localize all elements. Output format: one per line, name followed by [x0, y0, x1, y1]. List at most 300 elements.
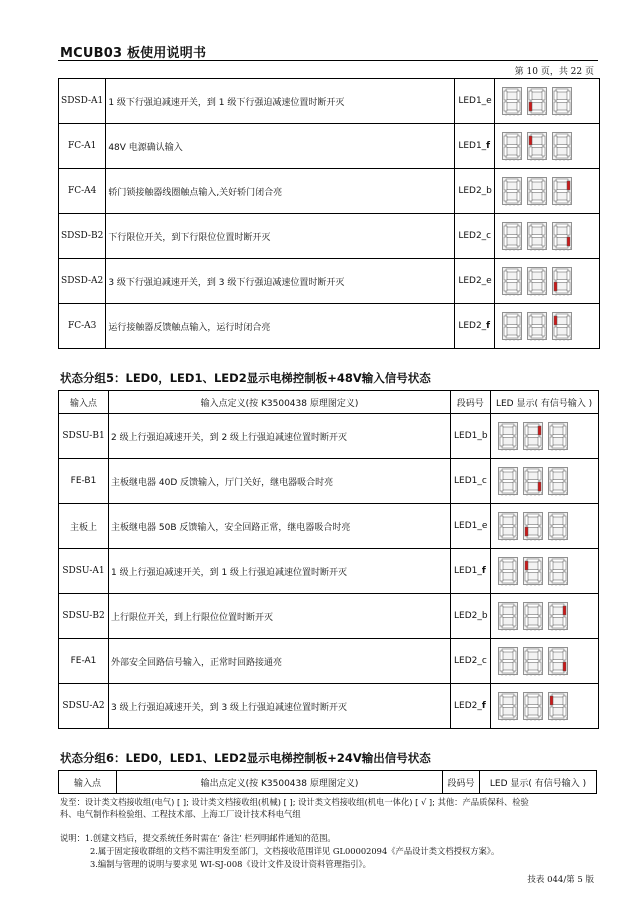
segment-c-off: [538, 437, 541, 446]
segment-g-off: [556, 100, 568, 103]
seven-segment-led2-icon: [547, 556, 569, 586]
segment-c-on: [538, 482, 541, 491]
input-point: SDSU-B2: [59, 594, 109, 639]
segment-g-off: [552, 570, 564, 573]
table-row: [59, 259, 600, 304]
segment-f-off: [529, 226, 532, 235]
segment-code-prefix: LED1_: [458, 96, 487, 106]
led-display: [490, 459, 598, 504]
seven-segment-led1-icon: [522, 511, 544, 541]
segment-c-off: [517, 147, 520, 156]
segment-e-off: [529, 147, 532, 156]
segment-b-off: [538, 561, 541, 570]
segment-c-off: [542, 327, 545, 336]
seven-segment-led0-icon: [497, 421, 519, 451]
segment-a-off: [552, 604, 564, 607]
segment-c-off: [517, 192, 520, 201]
segment-code-prefix: LED1_: [454, 431, 482, 441]
segment-code-prefix: LED2_: [458, 321, 487, 331]
segment-b-off: [517, 181, 520, 190]
segment-c-off: [563, 707, 566, 716]
segment-b-on: [538, 426, 541, 435]
segment-d-off: [556, 110, 568, 113]
segment-c-off: [563, 437, 566, 446]
segment-d-off: [552, 670, 564, 673]
table-row: [59, 549, 599, 594]
segment-f-off: [525, 651, 528, 660]
segment-f-off: [500, 471, 503, 480]
segment-f-off: [525, 606, 528, 615]
input-definition: 3 级上行强迫减速开关，到 3 级上行强迫减速位置时断开灭: [109, 684, 451, 729]
input-point: FC-A4: [59, 169, 106, 214]
segment-g-off: [556, 280, 568, 283]
segment-d-off: [502, 580, 514, 583]
segment-b-off: [538, 516, 541, 525]
segment-f-on: [550, 696, 553, 705]
segment-a-off: [552, 694, 564, 697]
segment-f-off: [554, 226, 557, 235]
input-definition: 2 级上行强迫减速开关，到 2 级上行强迫减速位置时断开灭: [109, 414, 451, 459]
segment-d-off: [502, 490, 514, 493]
input-point: SDSD-B2: [59, 214, 106, 259]
segment-a-off: [556, 269, 568, 272]
segment-c-off: [567, 147, 570, 156]
segment-c-off: [517, 237, 520, 246]
segment-c-off: [513, 662, 516, 671]
segment-b-off: [567, 136, 570, 145]
segment-g-off: [556, 145, 568, 148]
segment-a-off: [531, 314, 543, 317]
segment-g-off: [531, 190, 543, 193]
header-code: 段码号: [443, 771, 480, 794]
segment-b-off: [563, 426, 566, 435]
section5-title: 状态分组5：LED0，LED1、LED2显示电梯控制板+48V输入信号状态: [60, 371, 431, 385]
segment-e-off: [500, 572, 503, 581]
segment-a-off: [531, 224, 543, 227]
segment-code: [451, 459, 491, 504]
led-display: [490, 549, 598, 594]
table-row: [59, 459, 599, 504]
segment-e-off: [500, 482, 503, 491]
distribution-line-2: 科、电气制作科检验组、工程技术部、上海工厂设计技术科电气组: [60, 809, 301, 819]
segment-e-off: [550, 707, 553, 716]
segment-code-letter: f: [486, 141, 491, 151]
segment-a-off: [527, 469, 539, 472]
segment-code-letter: f: [481, 701, 486, 711]
input-definition: 外部安全回路信号输入，正常时回路接通亮: [109, 639, 451, 684]
segment-a-off: [531, 269, 543, 272]
segment-a-off: [527, 424, 539, 427]
segment-a-off: [552, 514, 564, 517]
segment-g-off: [502, 660, 514, 663]
segment-a-off: [552, 424, 564, 427]
segment-d-off: [556, 245, 568, 248]
segment-e-off: [504, 282, 507, 291]
segment-d-off: [556, 335, 568, 338]
segment-f-off: [525, 516, 528, 525]
seven-segment-led0-icon: [497, 601, 519, 631]
segment-c-off: [538, 527, 541, 536]
led-display: [490, 594, 598, 639]
segment-f-off: [550, 426, 553, 435]
segment-g-off: [552, 705, 564, 708]
segment-code-prefix: LED1_: [454, 521, 482, 531]
segment-d-off: [531, 290, 543, 293]
segment-d-off: [527, 535, 539, 538]
segment-f-off: [550, 651, 553, 660]
segment-f-off: [500, 696, 503, 705]
segment-b-off: [538, 606, 541, 615]
input-definition: 主板继电器 50B 反馈输入，安全回路正常，继电器吸合时亮: [109, 504, 451, 549]
segment-f-off: [554, 181, 557, 190]
header-rule: [58, 60, 598, 61]
segment-a-off: [556, 179, 568, 182]
segment-code-letter: e: [486, 276, 492, 286]
segment-code: [455, 214, 495, 259]
segment-e-off: [550, 527, 553, 536]
segment-code: [451, 684, 491, 729]
segment-c-off: [542, 192, 545, 201]
segment-f-off: [500, 651, 503, 660]
segment-b-off: [513, 426, 516, 435]
segment-d-off: [506, 200, 518, 203]
segment-e-off: [525, 662, 528, 671]
segment-g-off: [527, 615, 539, 618]
segment-e-off: [529, 192, 532, 201]
segment-a-off: [527, 559, 539, 562]
input-point: FE-B1: [59, 459, 109, 504]
seven-segment-led2-icon: [547, 646, 569, 676]
seven-segment-led1-icon: [522, 556, 544, 586]
segment-f-off: [504, 136, 507, 145]
segment-code: [451, 549, 491, 594]
table-row: [59, 214, 600, 259]
segment-b-off: [567, 271, 570, 280]
segment-g-off: [502, 525, 514, 528]
form-number: 技表 044/第 5 版: [527, 875, 594, 885]
segment-code-letter: c: [486, 231, 492, 241]
segment-a-off: [556, 314, 568, 317]
segment-c-off: [517, 282, 520, 291]
segment-e-off: [504, 237, 507, 246]
segment-e-off: [554, 327, 557, 336]
segment-g-off: [502, 435, 514, 438]
notes: [60, 832, 499, 871]
segment-f-off: [500, 426, 503, 435]
segment-c-off: [567, 192, 570, 201]
segment-c-off: [542, 282, 545, 291]
seven-segment-led0-icon: [497, 511, 519, 541]
segment-d-off: [506, 110, 518, 113]
segment-b-off: [567, 316, 570, 325]
segment-code-prefix: LED2_: [454, 701, 482, 711]
segment-code-prefix: LED2_: [454, 656, 482, 666]
segment-code: [455, 169, 495, 214]
segment-a-off: [502, 649, 514, 652]
segment-e-off: [550, 617, 553, 626]
segment-b-off: [513, 606, 516, 615]
input-definition: 上行限位开关，到上行限位位置时断开灭: [109, 594, 451, 639]
segment-f-off: [554, 271, 557, 280]
segment-b-off: [542, 271, 545, 280]
segment-b-off: [538, 696, 541, 705]
segment-d-off: [552, 490, 564, 493]
header-desc: 输出点定义(按 K3500438 原理图定义): [117, 771, 443, 794]
segment-d-off: [531, 200, 543, 203]
segment-c-off: [542, 237, 545, 246]
segment-c-off: [567, 327, 570, 336]
segment-code: [451, 414, 491, 459]
segment-g-off: [527, 705, 539, 708]
seven-segment-led0-icon: [497, 646, 519, 676]
segment-e-off: [550, 437, 553, 446]
segment-b-on: [567, 181, 570, 190]
segment-g-off: [531, 235, 543, 238]
segment-f-off: [525, 696, 528, 705]
section5-table: [58, 390, 599, 729]
segment-b-off: [517, 136, 520, 145]
segment-b-off: [513, 471, 516, 480]
segment-f-off: [500, 516, 503, 525]
segment-f-off: [550, 606, 553, 615]
segment-a-off: [527, 694, 539, 697]
segment-e-off: [554, 102, 557, 111]
page-number: 第 10 页，共 22 页: [514, 67, 594, 77]
segment-code: [451, 504, 491, 549]
segment-g-off: [552, 525, 564, 528]
seven-segment-led2-icon: [547, 421, 569, 451]
segment-d-off: [552, 715, 564, 718]
segment-f-off: [504, 316, 507, 325]
segment-code-letter: f: [481, 566, 486, 576]
segment-code-letter: b: [481, 611, 488, 621]
segment-f-off: [525, 471, 528, 480]
input-definition: 轿门锁接触器线圈触点输入,关好轿门闭合亮: [106, 169, 455, 214]
segment-a-off: [531, 179, 543, 182]
segment-c-off: [538, 662, 541, 671]
segment-code-letter: c: [481, 476, 487, 486]
segment-d-off: [552, 535, 564, 538]
segment-e-off: [554, 192, 557, 201]
seven-segment-led1-icon: [522, 421, 544, 451]
table-row: [59, 594, 599, 639]
table-row: [59, 79, 600, 124]
segment-b-off: [517, 226, 520, 235]
segment-e-off: [500, 437, 503, 446]
segment-a-off: [506, 314, 518, 317]
segment-g-off: [527, 660, 539, 663]
seven-segment-led1-icon: [522, 691, 544, 721]
input-point: FC-A1: [59, 124, 106, 169]
segment-b-off: [517, 91, 520, 100]
segment-b-off: [567, 91, 570, 100]
segment-b-off: [563, 516, 566, 525]
segment-d-off: [527, 580, 539, 583]
distribution-line-1: 发至：设计类文档接收组(电气) [ ]; 设计类文档接收组(机械) [ ]; 设计类文档接收组(机电一体化) [ √ ]; 其他：产品质保科、检验: [60, 797, 529, 807]
segment-f-off: [550, 471, 553, 480]
segment-a-off: [502, 694, 514, 697]
table-row: [59, 124, 600, 169]
table-row: [59, 169, 600, 214]
input-point: SDSU-A2: [59, 684, 109, 729]
signal-table-continued: [58, 78, 600, 349]
segment-e-off: [529, 282, 532, 291]
segment-d-off: [552, 445, 564, 448]
segment-e-off: [525, 707, 528, 716]
segment-d-off: [556, 290, 568, 293]
led-display: [495, 259, 600, 304]
seven-segment-led0-icon: [501, 131, 523, 161]
segment-code: [455, 259, 495, 304]
header-led: LED 显示( 有信号输入 ): [490, 391, 598, 414]
led-display: [490, 684, 598, 729]
segment-e-off: [525, 572, 528, 581]
segment-a-off: [506, 89, 518, 92]
seven-segment-led2-icon: [551, 176, 573, 206]
segment-a-off: [502, 424, 514, 427]
segment-c-on: [567, 237, 570, 246]
segment-b-off: [563, 561, 566, 570]
segment-a-off: [552, 649, 564, 652]
input-point: SDSU-A1: [59, 549, 109, 594]
segment-code-letter: e: [481, 521, 488, 531]
led-display: [490, 414, 598, 459]
segment-b-off: [513, 516, 516, 525]
led-display: [490, 504, 598, 549]
segment-a-off: [527, 514, 539, 517]
seven-segment-led2-icon: [547, 466, 569, 496]
segment-d-off: [527, 490, 539, 493]
segment-code-letter: f: [486, 321, 491, 331]
segment-f-off: [504, 91, 507, 100]
segment-a-off: [556, 224, 568, 227]
led-display: [495, 124, 600, 169]
segment-e-off: [504, 327, 507, 336]
seven-segment-led1-icon: [522, 466, 544, 496]
segment-a-off: [502, 604, 514, 607]
segment-f-off: [504, 271, 507, 280]
segment-b-off: [542, 316, 545, 325]
segment-d-off: [502, 670, 514, 673]
segment-e-off: [525, 482, 528, 491]
segment-a-off: [502, 514, 514, 517]
segment-e-off: [529, 327, 532, 336]
segment-g-off: [556, 325, 568, 328]
segment-e-off: [504, 102, 507, 111]
segment-b-off: [567, 226, 570, 235]
segment-d-off: [502, 715, 514, 718]
segment-f-off: [529, 91, 532, 100]
segment-c-off: [563, 572, 566, 581]
segment-g-off: [527, 480, 539, 483]
segment-c-off: [563, 527, 566, 536]
segment-d-off: [527, 445, 539, 448]
segment-d-off: [527, 715, 539, 718]
table-header-row: [59, 771, 597, 794]
segment-code-letter: c: [481, 656, 487, 666]
segment-g-off: [502, 615, 514, 618]
segment-d-off: [502, 535, 514, 538]
segment-g-off: [556, 190, 568, 193]
seven-segment-led0-icon: [497, 556, 519, 586]
table-row: [59, 304, 600, 349]
segment-b-off: [538, 651, 541, 660]
seven-segment-led0-icon: [501, 311, 523, 341]
segment-c-off: [513, 572, 516, 581]
seven-segment-led2-icon: [551, 221, 573, 251]
led-display: [495, 214, 600, 259]
note-3: 3.编制与管理的说明与要求见 WI-SJ-008《设计文件及设计资料管理指引》。: [90, 859, 371, 869]
input-definition: 3 级下行强迫减速开关，到 3 级下行强迫减速位置时断开灭: [106, 259, 455, 304]
segment-a-off: [556, 134, 568, 137]
segment-c-off: [538, 572, 541, 581]
seven-segment-led1-icon: [526, 266, 548, 296]
input-point: SDSD-A1: [59, 79, 106, 124]
segment-f-off: [554, 91, 557, 100]
segment-g-off: [506, 100, 518, 103]
segment-b-off: [542, 91, 545, 100]
segment-a-off: [531, 89, 543, 92]
segment-f-on: [529, 136, 532, 145]
table-row: [59, 504, 599, 549]
segment-c-off: [542, 147, 545, 156]
segment-f-off: [550, 561, 553, 570]
seven-segment-led1-icon: [526, 131, 548, 161]
input-point: 主板上: [59, 504, 109, 549]
segment-f-off: [529, 271, 532, 280]
seven-segment-led0-icon: [501, 176, 523, 206]
seven-segment-led0-icon: [501, 221, 523, 251]
seven-segment-led2-icon: [547, 601, 569, 631]
segment-b-off: [542, 226, 545, 235]
segment-d-off: [502, 445, 514, 448]
segment-a-off: [506, 224, 518, 227]
segment-a-off: [552, 469, 564, 472]
seven-segment-led1-icon: [526, 86, 548, 116]
segment-g-off: [527, 525, 539, 528]
segment-g-off: [506, 325, 518, 328]
segment-g-off: [527, 570, 539, 573]
segment-e-off: [550, 662, 553, 671]
segment-d-off: [506, 335, 518, 338]
seven-segment-led0-icon: [501, 86, 523, 116]
input-point: FE-A1: [59, 639, 109, 684]
segment-f-off: [504, 181, 507, 190]
segment-g-off: [502, 480, 514, 483]
segment-code-prefix: LED1_: [458, 141, 487, 151]
segment-c-off: [538, 617, 541, 626]
segment-e-off: [525, 437, 528, 446]
segment-code-letter: b: [486, 186, 492, 196]
header-input: 输入点: [59, 771, 117, 794]
segment-c-on: [563, 662, 566, 671]
segment-c-off: [567, 102, 570, 111]
segment-code-prefix: LED2_: [458, 276, 487, 286]
input-point: FC-A3: [59, 304, 106, 349]
segment-g-off: [531, 280, 543, 283]
note-1: 说明：1.创建文档后，提交系统任务时需在‘ 备注’ 栏列明邮件通知的范围。: [60, 833, 336, 843]
segment-g-off: [531, 325, 543, 328]
segment-g-off: [552, 615, 564, 618]
segment-d-off: [552, 580, 564, 583]
segment-a-off: [506, 269, 518, 272]
segment-code-prefix: LED2_: [454, 611, 482, 621]
segment-b-on: [563, 606, 566, 615]
segment-c-off: [517, 327, 520, 336]
segment-b-off: [513, 651, 516, 660]
segment-c-off: [513, 707, 516, 716]
header-code: 段码号: [451, 391, 491, 414]
